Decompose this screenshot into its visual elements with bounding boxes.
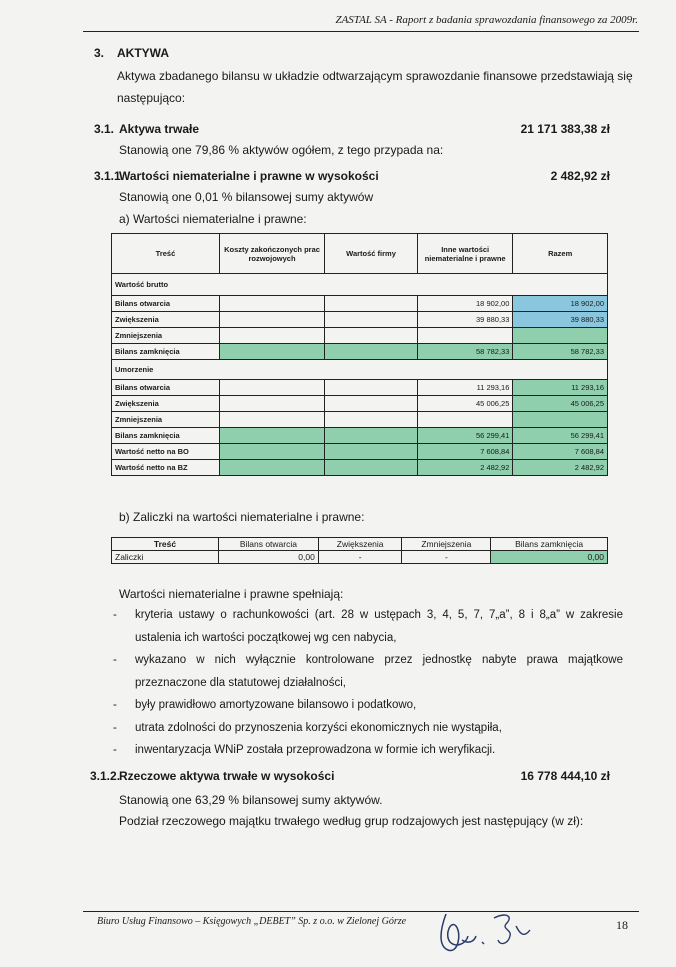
section-311-title: Wartości niematerialne i prawne w wysokości <box>119 169 379 183</box>
col-header-tresc: Treść <box>112 538 219 551</box>
running-header: ZASTAL SA - Raport z badania sprawozdania finansowego za 2009r. <box>335 14 638 26</box>
section-311-note: Stanowią one 0,01 % bilansowej sumy aktywów <box>119 190 374 204</box>
section-31-title: Aktywa trwałe <box>119 122 200 136</box>
table-row: Bilans zamknięcia 56 299,41 56 299,41 <box>112 428 608 444</box>
table-row: Zwiększenia 45 006,25 45 006,25 <box>112 396 608 412</box>
criteria-intro: Wartości niematerialne i prawne spełniają: <box>119 587 344 601</box>
section-312-title: Rzeczowe aktywa trwałe w wysokości <box>119 769 335 783</box>
table-row: Zwiększenia 39 880,33 39 880,33 <box>112 312 608 328</box>
section-31-value: 21 171 383,38 zł <box>520 122 610 136</box>
list-item: - wykazano w nich wyłącznie kontrolowane przez jednostkę nabyte prawa majątkowe przeznaczone dla statutowej działalności, <box>113 654 623 689</box>
list-item: - inwentaryzacja WNiP została przeprowadzona w formie ich weryfikacji. <box>113 744 496 756</box>
table-row: Zaliczki 0,00 - - 0,00 <box>112 551 608 564</box>
advances-table <box>111 537 608 564</box>
col-header-inne: Inne wartości niematerialne i prawne <box>417 234 512 274</box>
section-31-note: Stanowią one 79,86 % aktywów ogółem, z tego przypada na: <box>119 143 444 157</box>
section-3-intro-line2: następująco: <box>117 91 186 105</box>
section-3-title: AKTYWA <box>117 46 169 60</box>
section-311-value: 2 482,92 zł <box>550 169 610 183</box>
page-number: 18 <box>616 918 628 932</box>
table-row: Bilans otwarcia 11 293,16 11 293,16 <box>112 380 608 396</box>
section-312-value: 16 778 444,10 zł <box>520 769 610 783</box>
section-312-number: 3.1.2. <box>90 769 121 783</box>
criteria-list <box>113 604 623 762</box>
table-row: Bilans zamknięcia 58 782,33 58 782,33 <box>112 344 608 360</box>
subsection-b-title: b) Zaliczki na wartości niematerialne i prawne: <box>119 510 365 524</box>
subsection-a-title: a) Wartości niematerialne i prawne: <box>119 212 307 226</box>
col-header-zwiekszenia: Zwiększenia <box>318 538 402 551</box>
section-31-number: 3.1. <box>94 122 115 136</box>
col-header-zmniejszenia: Zmniejszenia <box>402 538 491 551</box>
list-item: - kryteria ustawy o rachunkowości (art. 28 w ustępach 3, 4, 5, 7, 7„a”, 8 i 8„a” w zakresie ustalenia ich wartości początkowej wg cen nabycia, <box>113 609 623 644</box>
signature <box>432 904 537 962</box>
col-header-bilans-otwarcia: Bilans otwarcia <box>219 538 319 551</box>
section-3-number: 3. <box>94 46 105 60</box>
header-rule <box>83 31 639 32</box>
table-row: Wartość netto na BZ 2 482,92 2 482,92 <box>112 460 608 476</box>
section-brutto-label: Wartość brutto <box>112 274 220 296</box>
section-3-intro-line1: Aktywa zbadanego bilansu w układzie odtwarzającym sprawozdanie finansowe przedstawiają się <box>117 69 633 83</box>
list-item: - utrata zdolności do przynoszenia korzyści ekonomicznych nie wystąpiła, <box>113 721 502 734</box>
intangible-assets-table <box>111 233 608 476</box>
table-row: Wartość netto na BO 7 608,84 7 608,84 <box>112 444 608 460</box>
section-312-note2: Podział rzeczowego majątku trwałego według grup rodzajowych jest następujący (w zł): <box>119 814 584 828</box>
table-row: Zmniejszenia <box>112 412 608 428</box>
col-header-tresc: Treść <box>112 234 220 274</box>
section-311-number: 3.1.1. <box>94 169 125 183</box>
table-row: Zmniejszenia <box>112 328 608 344</box>
col-header-bilans-zamkniecia: Bilans zamknięcia <box>491 538 608 551</box>
section-312-note1: Stanowią one 63,29 % bilansowej sumy aktywów. <box>119 793 383 807</box>
col-header-wartosc-firmy: Wartość firmy <box>325 234 418 274</box>
col-header-razem: Razem <box>513 234 608 274</box>
list-item: - były prawidłowo amortyzowane bilansowo i podatkowo, <box>113 699 417 711</box>
footer-rule <box>83 911 639 912</box>
col-header-koszty: Koszty zakończonych prac rozwojowych <box>219 234 324 274</box>
footer-text: Biuro Usług Finansowo – Księgowych „DEBET” Sp. z o.o. w Zielonej Górze <box>97 916 407 927</box>
table-row: Bilans otwarcia 18 902,00 18 902,00 <box>112 296 608 312</box>
section-umorzenie-label: Umorzenie <box>112 360 220 380</box>
